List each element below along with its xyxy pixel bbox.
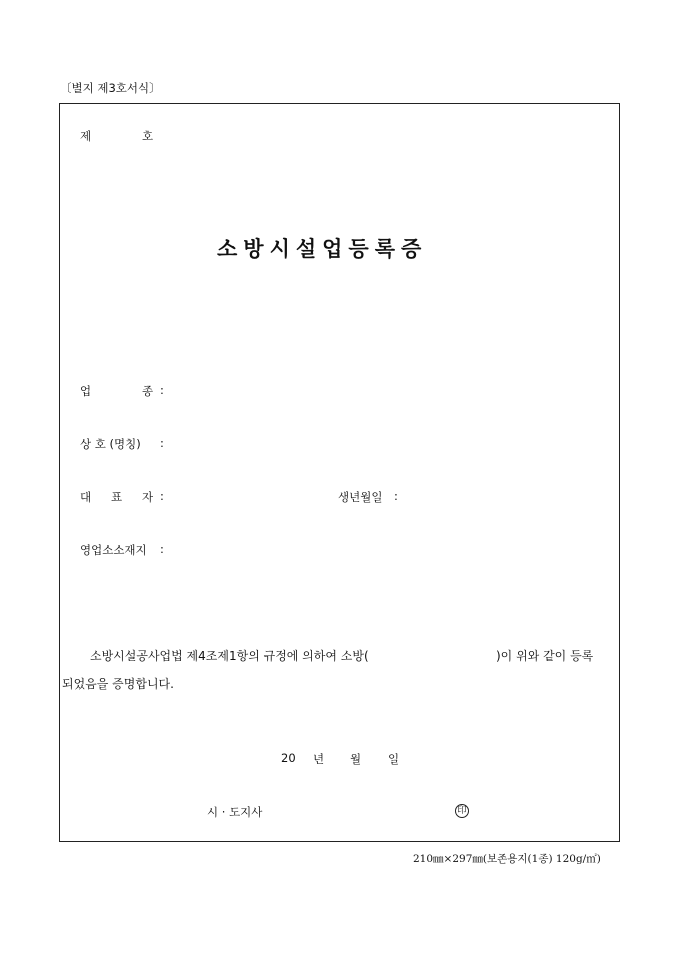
representative-colon: : bbox=[160, 489, 164, 503]
date-month-label: 월 bbox=[350, 752, 362, 766]
business-type-colon: : bbox=[160, 383, 164, 397]
office-address-colon: : bbox=[160, 542, 164, 556]
trade-name-colon: : bbox=[160, 436, 164, 450]
birth-date-colon: : bbox=[394, 489, 398, 503]
number-prefix: 제 bbox=[80, 129, 92, 143]
business-type-label-2: 종 bbox=[142, 384, 154, 398]
form-id-label: 〔별지 제3호서식〕 bbox=[60, 81, 161, 95]
date-day-label: 일 bbox=[388, 752, 400, 766]
business-type-label-1: 업 bbox=[80, 384, 92, 398]
paper-specification: 210㎜×297㎜(보존용지(1종) 120g/㎡) bbox=[413, 853, 601, 865]
certificate-frame bbox=[59, 103, 620, 842]
date-year-prefix: 20 bbox=[281, 751, 296, 765]
representative-label-3: 자 bbox=[142, 490, 154, 504]
date-year-label: 년 bbox=[313, 752, 325, 766]
trade-name-label: 상 호 (명칭) bbox=[80, 437, 141, 451]
office-address-label: 영업소소재지 bbox=[80, 543, 147, 557]
certification-line-2: 되었음을 증명합니다. bbox=[62, 677, 174, 691]
number-suffix: 호 bbox=[142, 129, 154, 143]
document-title: 소방시설업등록증 bbox=[217, 236, 428, 261]
issuer-title: 시 · 도지사 bbox=[207, 805, 263, 819]
certification-line-1-end: )이 위와 같이 등록 bbox=[496, 649, 594, 663]
representative-label-1: 대 bbox=[80, 490, 92, 504]
certification-line-1-start: 소방시설공사업법 제4조제1항의 규정에 의하여 소방( bbox=[90, 649, 369, 663]
seal-icon: 印 bbox=[455, 804, 469, 818]
birth-date-label: 생년월일 bbox=[338, 490, 383, 504]
representative-label-2: 표 bbox=[111, 490, 123, 504]
